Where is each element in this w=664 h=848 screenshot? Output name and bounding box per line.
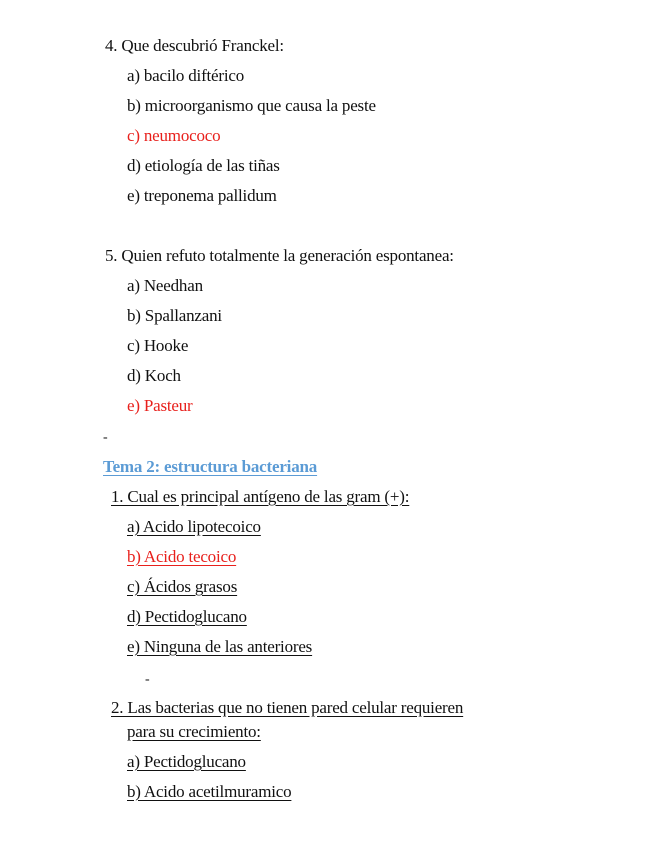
q4-option-c-correct: c) neumococo [127,126,221,145]
q5-option-a: a) Needhan [127,276,203,295]
t2q2-option-a: a) Pectidoglucano [127,752,246,771]
tema-title: estructura bacteriana [160,457,318,476]
q4-option-b: b) microorganismo que causa la peste [127,96,376,115]
separator-mark: - [103,430,108,445]
t2q2-option-b: b) Acido acetilmuramico [127,782,292,801]
t2q1-option-b-correct: b) Acido tecoico [127,547,237,566]
t2-question-1: 1. Cual es principal antígeno de las gram (+): [111,487,410,506]
q5-option-d: d) Koch [127,366,181,385]
q5-option-e-correct: e) Pasteur [127,396,193,415]
t2-question-2-line-1: 2. Las bacterias que no tienen pared celular requieren [111,698,464,717]
q4-option-d: d) etiología de las tiñas [127,156,280,175]
t2-question-2-line-2: para su crecimiento: [127,722,261,741]
t2q1-option-c: c) Ácidos grasos [127,577,238,596]
question-5: 5. Quien refuto totalmente la generación espontanea: [105,246,454,265]
q4-option-a: a) bacilo diftérico [127,66,245,85]
t2q1-option-a: a) Acido lipotecoico [127,517,261,536]
question-4: 4. Que descubrió Franckel: [105,36,284,55]
t2q1-option-d: d) Pectidoglucano [127,607,247,626]
tema-label: Tema 2: [103,457,160,476]
separator-mark-2: - [145,672,150,687]
section-heading-tema-2[interactable] [103,457,317,477]
q5-option-c: c) Hooke [127,336,189,355]
q5-option-b: b) Spallanzani [127,306,222,325]
q4-option-e: e) treponema pallidum [127,186,277,205]
t2q1-option-e: e) Ninguna de las anteriores [127,637,313,656]
